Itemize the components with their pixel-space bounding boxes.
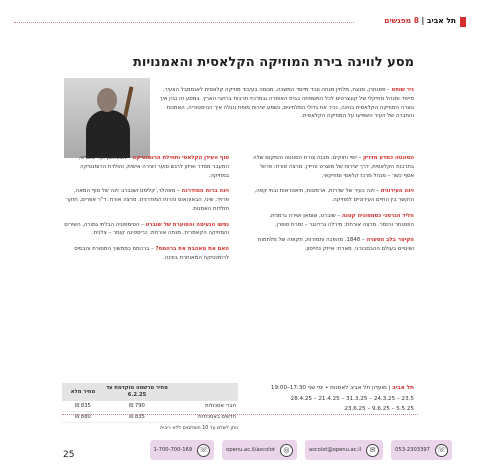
- price-table-header: [62, 383, 238, 401]
- session-text: – מבטהובן ועד שוברט, המעבר מסדר ואיזון לרגש סוער ויצירה אישית, והולדת הרומנטיקה במוזיקה.: [78, 155, 229, 179]
- session-text: – ברהמס כממשיך המסורת והבסיס לרומנטיקה המאוחרת בווינה.: [74, 246, 229, 261]
- row-early-price: 790 ₪: [129, 403, 145, 409]
- session-text: – יופי וחוקים: מבנה צורת הסונטה והמקום שלה בתרבות הקלאסית, דרך יצירות של מוצרט והיידן. מרצה אורח: פרופ' אסף כשר – מנהל מרכז קלאסי ומוזיקאי.: [253, 155, 414, 179]
- row-full-price: 880 ₪: [75, 414, 91, 420]
- phone-chip[interactable]: [391, 440, 452, 460]
- header-divider: [14, 22, 354, 23]
- intro-text: – פסנתרן, מנצח, מלחין מנחה ונכד מייסד המשכה, מנוסה בעיבוד מוזיקה קלאסית לאנסמבל הצעיר, מייסד ומנהל מוזיקלי של קונצרטים לכל המשפחה בבית האופרה ובמרכזי תרבות ברחבי הארץ. במסע זה נבין איך נוצרה המוזיקה הקלאסית בווינה, נכיר את גדולי המלחינים, נשמע יצירות מופת ונגלה איך ההיסטוריה, האמנות והחברה של העיר השפיעו על המוזיקה הקלאסית.: [159, 87, 414, 120]
- session-title: הליד הגרמני כסמפוניה קטנה: [341, 212, 414, 219]
- schedule-dates-1: 23.5 – 24.3.25 – 31.3.25 – 21.4.25 – 28.4.25: [290, 395, 414, 402]
- price-header-full: מחיר מלא: [70, 388, 96, 395]
- session-text: – הסימפוניה הבלתי גמורה, השירים והמוזיקה הקאמרית. מנחה אורחת: כריסטינה קומר – צלנית.: [64, 221, 229, 237]
- schedule-dates-2: 5.5.25 – 9.6.25 – 23.6.25: [344, 406, 414, 413]
- phone-icon: ☏: [435, 444, 448, 457]
- session-title: וינה העירונית: [380, 188, 414, 195]
- session-text: – 1848, מהפכה ותמורות, תקופה של מלחמות ושינויים בעולם ההבסבורגי. מארח: אייזק נחייסון.: [257, 237, 414, 252]
- intro-paragraph: [152, 86, 414, 121]
- session-title: הסונטה כמדע מדויק: [363, 155, 414, 161]
- schedule-block: [244, 383, 414, 415]
- page-title: [133, 55, 414, 70]
- session-title: נפשו הנעימה והסוערת של שוברט: [145, 221, 229, 228]
- schedule-location: תל אביב: [392, 385, 414, 391]
- price-header-early: מחיר מרשמה מוקדמת עד 6.2.25: [106, 385, 168, 398]
- row-full-price: 835 ₪: [75, 403, 91, 409]
- intro-name: ניר שוחט: [391, 87, 414, 93]
- row-label: חברי אסכולות: [205, 403, 236, 409]
- session-text: – וינה כעיר של שדרות, ארמונות, תיאטראות ובתי קפה, והקשר בין החיים העירוניים למוזיקה.: [254, 188, 414, 203]
- session-title: הקיסר בלב הסערה: [366, 237, 414, 244]
- payment-note: ניתן לשלם עד 10 תשלומים ללא ריבית: [160, 426, 238, 431]
- session-item: [64, 154, 229, 180]
- mail-icon: ✉: [366, 444, 379, 457]
- sessions-left-column: [64, 154, 229, 270]
- footer-divider: [62, 414, 418, 415]
- phone1-text: 053-2303397: [395, 447, 430, 453]
- header-section-num: 8: [413, 16, 419, 25]
- globe-icon: ◎: [280, 444, 293, 457]
- schedule-location-line: [244, 383, 414, 394]
- session-title: וינה ברוח המודרנה: [181, 188, 229, 195]
- session-item: [64, 245, 229, 263]
- table-row: [62, 401, 238, 412]
- page-number: 25: [63, 450, 75, 460]
- header-section-label: מפגשים: [384, 16, 412, 25]
- header-marker: [460, 17, 466, 27]
- title-bold: מסע לווינה: [347, 55, 414, 70]
- lecturer-photo: [64, 78, 150, 158]
- header-program: תל אביב: [426, 16, 456, 25]
- lecturer-head-shape: [97, 88, 117, 112]
- header-bar: [14, 14, 466, 30]
- phone-icon: ☏: [197, 444, 210, 457]
- session-item: [249, 212, 414, 230]
- session-text: – שוברט, שומאן ושירה גרמנית, הפסנתר והזמר. מרצה אורחת: מירלה גרדינגר – זמרת סופרן.: [269, 212, 414, 228]
- session-title: סוף העידן הקלאסי ותחילת הרומנטיקה: [132, 155, 229, 161]
- session-item: [249, 236, 414, 254]
- price-header-label: [170, 383, 238, 401]
- session-item: [64, 221, 229, 239]
- session-item: [64, 187, 229, 213]
- contact-footer: [105, 440, 452, 462]
- session-item: [249, 154, 414, 180]
- sessions-right-column: [249, 154, 414, 261]
- info-line-chip[interactable]: [150, 440, 215, 460]
- lecturer-body-shape: [86, 110, 130, 158]
- title-rest: בירת המוזיקה הקלאסית והאמנויות: [133, 55, 348, 70]
- header-text: תל אביב | 8 מפגשים: [384, 16, 456, 25]
- session-text: – מאהלר, קלימט ושנברג: וינה של סוף המאה, פרויד, שיני, הבאוהאוס והרוח המודרנית. מרצה אורח: ד"ר אפרים, חוקר תולדות האמנות.: [65, 188, 229, 212]
- row-label: חדשים באסכולות: [198, 414, 236, 420]
- email-chip[interactable]: [305, 440, 383, 460]
- row-early-price: 835 ₪: [129, 414, 145, 420]
- price-table: [62, 383, 238, 431]
- website-chip[interactable]: [222, 440, 297, 460]
- email-text: ascolot@openu.ac.il: [308, 447, 362, 453]
- schedule-time: | מועדון תל אביב לאמנות • ימי שני 17:30–19:00: [270, 385, 393, 391]
- phone2-text: 1-700-700-169: [153, 447, 193, 453]
- site-text: openu.ac.il/ascolot: [226, 447, 275, 453]
- session-title: האם את מאהבת את ברהמס?: [155, 246, 229, 252]
- session-item: [249, 187, 414, 205]
